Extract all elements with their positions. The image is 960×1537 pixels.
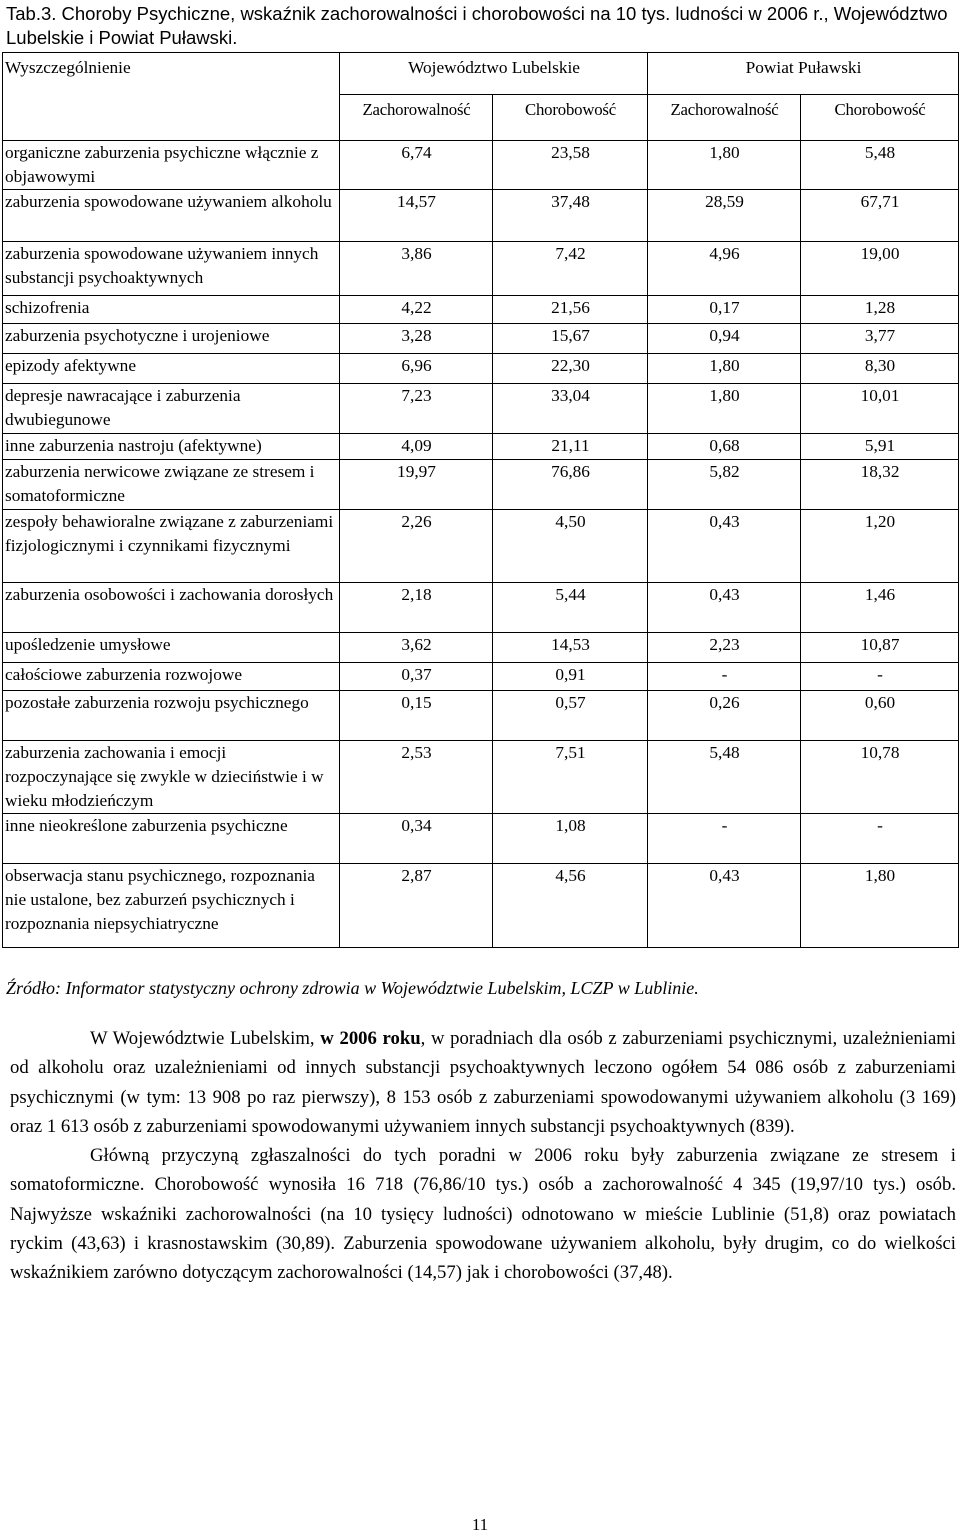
row-value-4: 1,46: [801, 583, 959, 633]
table-row: [3, 510, 959, 583]
row-value-3: 0,43: [648, 864, 801, 948]
row-value-2: 14,53: [493, 633, 648, 663]
header-group-wojewodztwo: Województwo Lubelskie: [340, 53, 648, 95]
row-value-4: 18,32: [801, 460, 959, 510]
row-value-1: 3,62: [340, 633, 493, 663]
table-row: [3, 242, 959, 296]
row-value-2: 76,86: [493, 460, 648, 510]
row-value-4: 1,20: [801, 510, 959, 583]
row-label: inne nieokreślone zaburzenia psychiczne: [3, 814, 340, 864]
row-value-1: 0,34: [340, 814, 493, 864]
row-value-4: -: [801, 814, 959, 864]
row-label: obserwacja stanu psychicznego, rozpoznania nie ustalone, bez zaburzeń psychicznych i rozpoznania niepsychiatryczne: [3, 864, 340, 948]
row-value-1: 14,57: [340, 190, 493, 242]
row-label: epizody afektywne: [3, 354, 340, 384]
row-label: zaburzenia psychotyczne i urojeniowe: [3, 324, 340, 354]
table-row: [3, 741, 959, 814]
row-value-2: 0,57: [493, 691, 648, 741]
row-label: pozostałe zaburzenia rozwoju psychicznego: [3, 691, 340, 741]
row-value-2: 5,44: [493, 583, 648, 633]
row-value-1: 4,22: [340, 296, 493, 324]
header-chorobowosc-1: Chorobowość: [493, 95, 648, 141]
row-value-1: 2,18: [340, 583, 493, 633]
table-header-row: [3, 53, 959, 95]
row-value-1: 6,74: [340, 141, 493, 190]
row-value-4: 0,60: [801, 691, 959, 741]
table-row: [3, 691, 959, 741]
row-value-1: 2,53: [340, 741, 493, 814]
row-label: inne zaburzenia nastroju (afektywne): [3, 434, 340, 460]
row-label: zaburzenia spowodowane używaniem innych substancji psychoaktywnych: [3, 242, 340, 296]
row-value-3: 4,96: [648, 242, 801, 296]
table-row: [3, 663, 959, 691]
row-value-4: 10,87: [801, 633, 959, 663]
data-table: [2, 52, 959, 948]
row-value-4: 8,30: [801, 354, 959, 384]
row-value-2: 15,67: [493, 324, 648, 354]
table-row: [3, 354, 959, 384]
row-label: organiczne zaburzenia psychiczne włącznie z objawowymi: [3, 141, 340, 190]
row-value-3: 0,43: [648, 583, 801, 633]
row-value-3: 0,94: [648, 324, 801, 354]
table-row: [3, 141, 959, 190]
row-value-2: 7,42: [493, 242, 648, 296]
table-row: [3, 324, 959, 354]
body-text: [10, 1024, 956, 1288]
row-value-2: 37,48: [493, 190, 648, 242]
row-value-2: 0,91: [493, 663, 648, 691]
row-value-2: 23,58: [493, 141, 648, 190]
row-value-1: 0,37: [340, 663, 493, 691]
row-value-1: 0,15: [340, 691, 493, 741]
row-label: zespoły behawioralne związane z zaburzeniami fizjologicznymi i czynnikami fizycznymi: [3, 510, 340, 583]
paragraph-1-rest: , w poradniach dla osób z zaburzeniami psychicznymi, uzależnieniami od alkoholu oraz uzależnieniami od innych substancji psychoaktywnych leczono ogółem 54 086 osób z zaburzeniami psychicznymi (w tym: 13 908 po raz pierwszy), 8 153 osób z zaburzeniami spowodowanymi używaniem alkoholu (3 169) oraz 1 613 osób z zaburzeniami spowodowanymi używaniem innych substancji psychoaktywnych (839).: [10, 1028, 956, 1137]
row-value-4: 5,91: [801, 434, 959, 460]
row-value-4: 1,28: [801, 296, 959, 324]
table-row: [3, 633, 959, 663]
paragraph-1-bold: w 2006 roku: [320, 1028, 421, 1049]
row-value-1: 2,26: [340, 510, 493, 583]
row-value-1: 2,87: [340, 864, 493, 948]
header-zachorowalnosc-2: Zachorowalność: [648, 95, 801, 141]
row-value-4: -: [801, 663, 959, 691]
table-row: [3, 864, 959, 948]
row-value-3: 5,82: [648, 460, 801, 510]
page-number: 11: [471, 1515, 489, 1534]
row-label: całościowe zaburzenia rozwojowe: [3, 663, 340, 691]
row-value-2: 4,50: [493, 510, 648, 583]
row-value-3: 0,26: [648, 691, 801, 741]
header-chorobowosc-2: Chorobowość: [801, 95, 959, 141]
row-value-3: 5,48: [648, 741, 801, 814]
header-label-cell: Wyszczególnienie: [3, 53, 340, 141]
table-row: [3, 583, 959, 633]
row-value-3: 1,80: [648, 141, 801, 190]
table-caption: Tab.3. Choroby Psychiczne, wskaźnik zachorowalności i chorobowości na 10 tys. ludności w 2006 r., Województwo Lubelskie i Powiat Puławski.: [6, 3, 948, 48]
row-value-3: 0,17: [648, 296, 801, 324]
row-value-3: 1,80: [648, 354, 801, 384]
row-value-4: 19,00: [801, 242, 959, 296]
source-note: Źródło: Informator statystyczny ochrony zdrowia w Województwie Lubelskim, LCZP w Lublinie.: [6, 978, 699, 998]
row-value-3: -: [648, 663, 801, 691]
row-value-3: 28,59: [648, 190, 801, 242]
table-row: [3, 814, 959, 864]
row-label: zaburzenia nerwicowe związane ze stresem i somatoformiczne: [3, 460, 340, 510]
row-value-4: 5,48: [801, 141, 959, 190]
paragraph-1: [10, 1024, 956, 1141]
row-label: zaburzenia zachowania i emocji rozpoczynające się zwykle w dzieciństwie i w wieku młodzieńczym: [3, 741, 340, 814]
header-group-powiat: Powiat Puławski: [648, 53, 959, 95]
row-label: depresje nawracające i zaburzenia dwubiegunowe: [3, 384, 340, 434]
row-value-4: 67,71: [801, 190, 959, 242]
row-label: upośledzenie umysłowe: [3, 633, 340, 663]
row-value-4: 10,78: [801, 741, 959, 814]
row-value-2: 33,04: [493, 384, 648, 434]
paragraph-1-start: W Województwie Lubelskim,: [90, 1028, 321, 1049]
row-label: schizofrenia: [3, 296, 340, 324]
row-value-4: 3,77: [801, 324, 959, 354]
row-value-2: 1,08: [493, 814, 648, 864]
row-value-2: 7,51: [493, 741, 648, 814]
row-value-1: 19,97: [340, 460, 493, 510]
row-value-3: 0,68: [648, 434, 801, 460]
row-value-1: 3,28: [340, 324, 493, 354]
row-value-3: 0,43: [648, 510, 801, 583]
row-value-2: 22,30: [493, 354, 648, 384]
row-label: zaburzenia osobowości i zachowania dorosłych: [3, 583, 340, 633]
row-label: zaburzenia spowodowane używaniem alkoholu: [3, 190, 340, 242]
row-value-1: 6,96: [340, 354, 493, 384]
row-value-2: 21,56: [493, 296, 648, 324]
row-value-2: 4,56: [493, 864, 648, 948]
row-value-4: 10,01: [801, 384, 959, 434]
table-row: [3, 296, 959, 324]
row-value-1: 7,23: [340, 384, 493, 434]
row-value-1: 3,86: [340, 242, 493, 296]
table-row: [3, 384, 959, 434]
paragraph-2: Główną przyczyną zgłaszalności do tych poradni w 2006 roku były zaburzenia związane ze stresem i somatoformiczne. Chorobowość wynosiła 16 718 (76,86/10 tys.) osób a zachorowalność 4 345 (19,97/10 tys.) osób. Najwyższe wskaźniki zachorowalności (na 10 tysięcy ludności) odnotowano w mieście Lublinie (51,8) oraz powiatach ryckim (43,63) i krasnostawskim (30,89). Zaburzenia spowodowane używaniem alkoholu, były drugim, co do wielkości wskaźnikiem zarówno dotyczącym zachorowalności (14,57) jak i chorobowości (37,48).: [10, 1145, 956, 1284]
row-value-3: 1,80: [648, 384, 801, 434]
table-row: [3, 190, 959, 242]
table-row: [3, 460, 959, 510]
table-row: [3, 434, 959, 460]
row-value-3: -: [648, 814, 801, 864]
row-value-3: 2,23: [648, 633, 801, 663]
row-value-4: 1,80: [801, 864, 959, 948]
header-zachorowalnosc-1: Zachorowalność: [340, 95, 493, 141]
row-value-1: 4,09: [340, 434, 493, 460]
row-value-2: 21,11: [493, 434, 648, 460]
